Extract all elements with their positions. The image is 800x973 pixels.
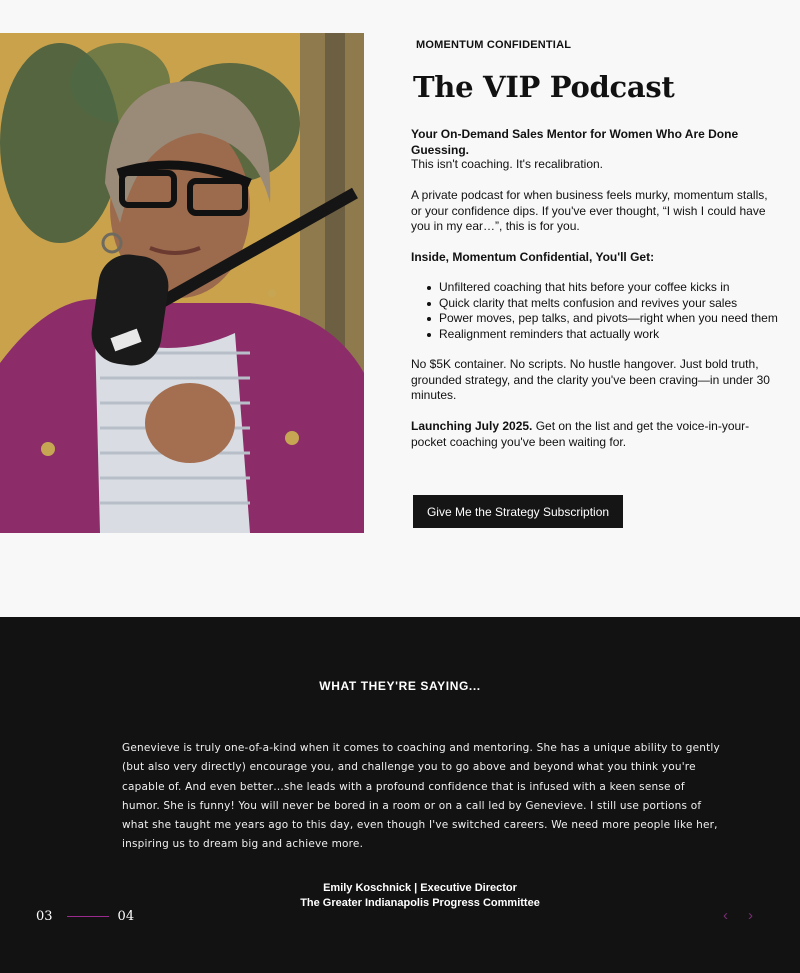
author-organization: The Greater Indianapolis Progress Committee [300, 897, 540, 909]
pitch-text: No $5K container. No scripts. No hustle hangover. Just bold truth, grounded strategy, and the clarity you've been craving—in under 30 minutes. [411, 357, 770, 402]
benefits-heading: Inside, Momentum Confidential, You'll Get: [411, 250, 655, 264]
list-item: Unfiltered coaching that hits before your coffee kicks in [439, 280, 779, 296]
host-illustration [0, 33, 364, 533]
intro-text: This isn't coaching. It's recalibration. [411, 157, 603, 171]
launch-text [411, 419, 771, 450]
testimonial-quote: Genevieve is truly one-of-a-kind when it comes to coaching and mentoring. She has a unique ability to gently (but also very directly) encourage you, and challenge you to go above and beyond what you think you're capable of. And even better…she leads with a profound confidence that is infused with a keen sense of humor. She is funny! You will never be bored in a room or on a call led by Genevieve. I still use portions of what she taught me years ago to this day, even though I've switched careers. We need more people like her, inspiring us to dream big and achieve more. [122, 742, 720, 851]
chevron-right-icon[interactable]: › [748, 907, 753, 924]
testimonial-author [0, 881, 800, 911]
testimonials-heading: WHAT THEY'RE SAYING... [319, 679, 481, 693]
launch-date: Launching July 2025. [411, 419, 533, 433]
list-item: Realignment reminders that actually work [439, 327, 779, 343]
strategy-subscription-button[interactable]: Give Me the Strategy Subscription [413, 495, 623, 528]
launch-details: Get on the list and get the voice-in-your-pocket coaching you've been waiting for. [411, 419, 750, 449]
list-item: Power moves, pep talks, and pivots—right when you need them [439, 311, 778, 325]
chevron-left-icon[interactable]: ‹ [723, 907, 728, 924]
current-slide-number: 03 [36, 909, 53, 924]
author-name-title: Emily Koschnick | Executive Director [323, 882, 517, 894]
slider-arrows [723, 907, 753, 924]
list-item: Quick clarity that melts confusion and revives your sales [439, 296, 779, 312]
testimonials-section [0, 617, 800, 973]
slide-pager [36, 909, 134, 924]
total-slide-number: 04 [117, 909, 135, 924]
tagline: Your On-Demand Sales Mentor for Women Who Are Done Guessing. [411, 127, 739, 157]
benefits-list [439, 280, 779, 342]
host-photo [0, 33, 364, 533]
page-title: The VIP Podcast [413, 70, 675, 104]
pager-progress-line [67, 916, 109, 917]
podcast-eyebrow: MOMENTUM CONFIDENTIAL [416, 39, 572, 51]
description-text: A private podcast for when business feels murky, momentum stalls, or your confidence dips. If you've ever thought, “I wish I could have you in my ear…”, this is for you. [411, 188, 768, 233]
